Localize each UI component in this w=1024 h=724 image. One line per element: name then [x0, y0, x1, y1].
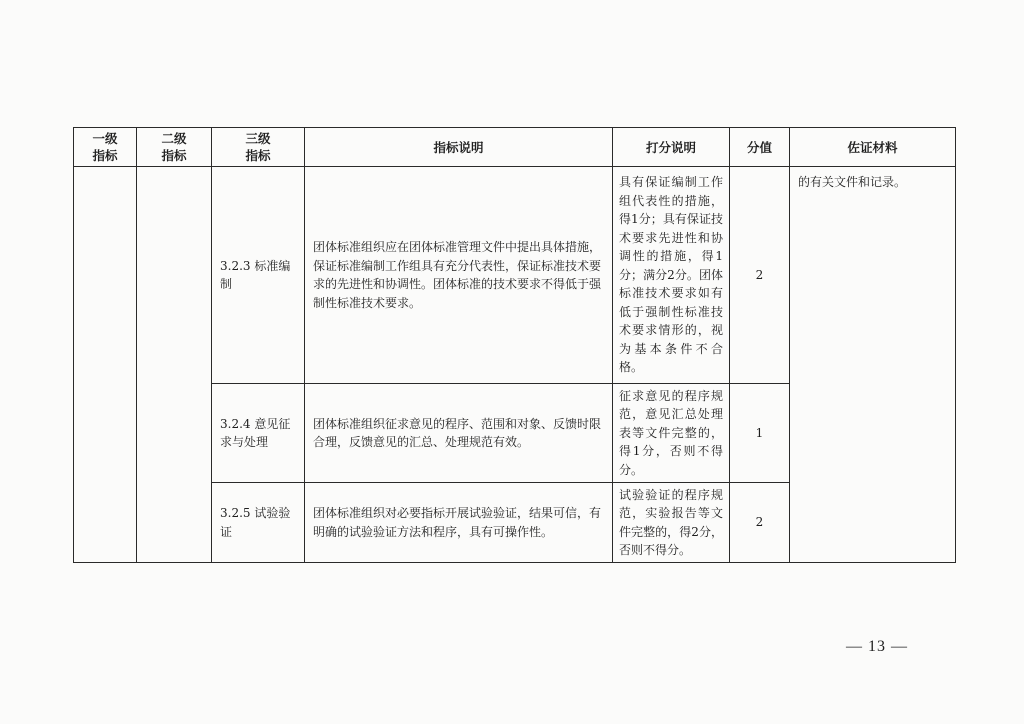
header-level3-line2: 指标 [245, 148, 271, 163]
points-cell: 2 [730, 483, 790, 563]
header-scoring: 打分说明 [613, 128, 730, 167]
description-cell: 团体标准组织征求意见的程序、范围和对象、反馈时限合理，反馈意见的汇总、处理规范有效。 [305, 384, 613, 483]
level2-cell [137, 167, 212, 563]
table-row [74, 167, 956, 384]
points-cell: 2 [730, 167, 790, 384]
header-level1-line1: 一级 [92, 131, 118, 146]
criteria-table-container [73, 127, 955, 563]
header-points: 分值 [730, 128, 790, 167]
header-level1-line2: 指标 [92, 148, 118, 163]
evidence-cell: 的有关文件和记录。 [790, 167, 956, 563]
level3-cell: 3.2.3 标准编制 [212, 167, 305, 384]
header-level1 [74, 128, 137, 167]
header-level2 [137, 128, 212, 167]
header-level2-line2: 指标 [161, 148, 187, 163]
scoring-cell: 具有保证编制工作组代表性的措施，得1分；具有保证技术要求先进性和协调性的措施，得1分；满分2分。团体标准技术要求如有低于强制性标准技术要求情形的，视为基本条件不合格。 [613, 167, 730, 384]
header-row [74, 128, 956, 167]
header-evidence: 佐证材料 [790, 128, 956, 167]
level3-cell: 3.2.5 试验验证 [212, 483, 305, 563]
level1-cell [74, 167, 137, 563]
description-cell: 团体标准组织对必要指标开展试验验证，结果可信，有明确的试验验证方法和程序，具有可操作性。 [305, 483, 613, 563]
description-cell: 团体标准组织应在团体标准管理文件中提出具体措施，保证标准编制工作组具有充分代表性，保证标准技术要求的先进性和协调性。团体标准的技术要求不得低于强制性标准技术要求。 [305, 167, 613, 384]
header-description: 指标说明 [305, 128, 613, 167]
header-level3 [212, 128, 305, 167]
header-level3-line1: 三级 [245, 131, 271, 146]
scoring-cell: 试验验证的程序规范，实验报告等文件完整的，得2分，否则不得分。 [613, 483, 730, 563]
criteria-table [73, 127, 956, 563]
level3-cell: 3.2.4 意见征求与处理 [212, 384, 305, 483]
scoring-cell: 征求意见的程序规范，意见汇总处理表等文件完整的，得1分，否则不得分。 [613, 384, 730, 483]
points-cell: 1 [730, 384, 790, 483]
header-level2-line1: 二级 [161, 131, 187, 146]
page-number: — 13 — [846, 638, 908, 655]
